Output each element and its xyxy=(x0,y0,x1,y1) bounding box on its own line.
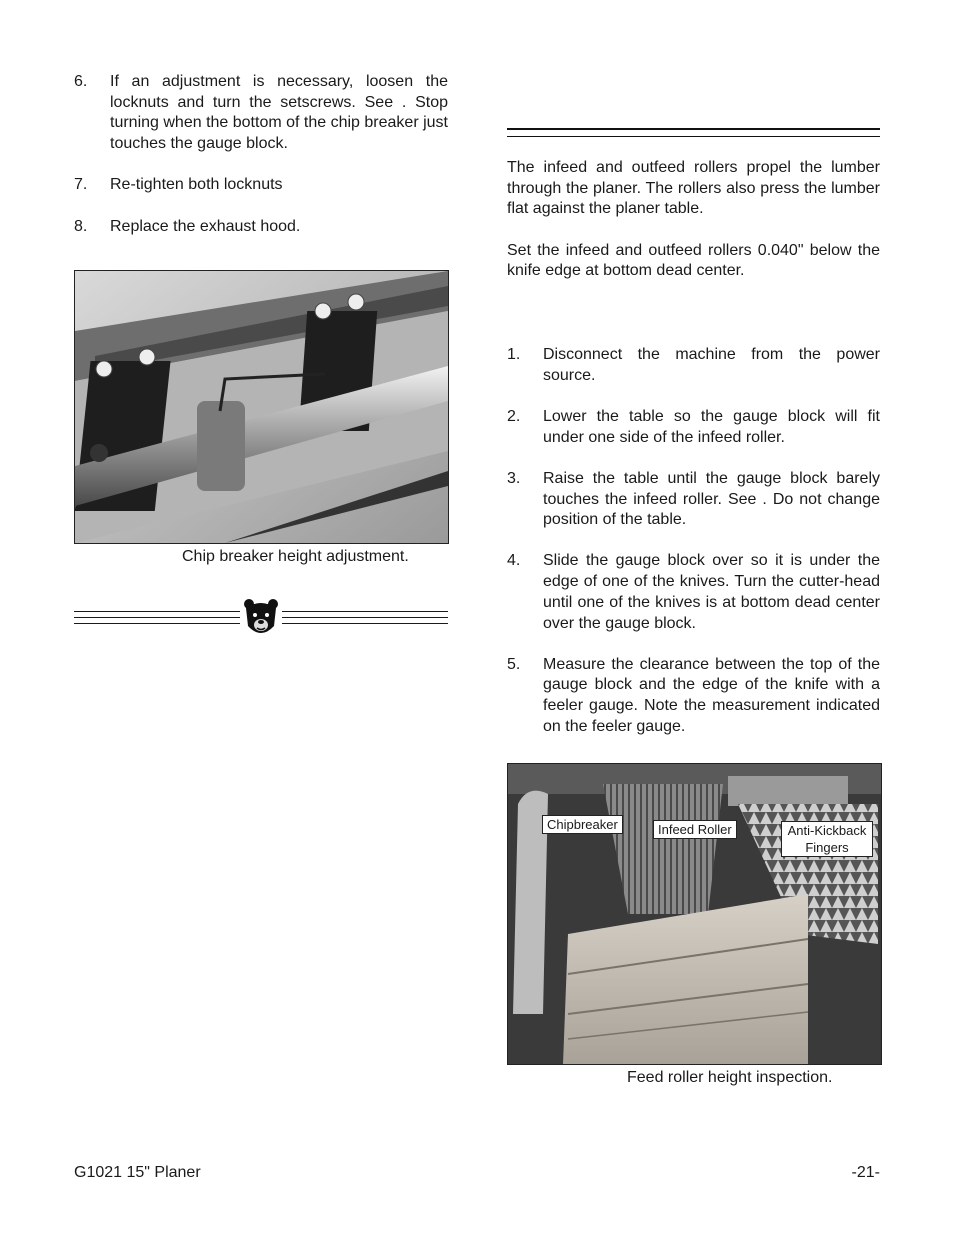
divider-line xyxy=(282,611,448,612)
feed-roller-intro xyxy=(507,158,880,303)
step-7 xyxy=(74,175,448,196)
step-text: Replace the exhaust hood. xyxy=(110,217,301,235)
divider-line xyxy=(282,623,448,624)
right-instructions xyxy=(507,345,880,758)
step-6 xyxy=(74,72,448,155)
feed-roller-caption: Feed roller height inspection. xyxy=(627,1069,833,1086)
infeed-roller-label: Infeed Roller xyxy=(653,820,737,839)
footer-page-number: -21- xyxy=(851,1164,880,1181)
step-number: 1. xyxy=(507,346,521,363)
step-5 xyxy=(507,655,880,738)
chip-breaker-illustration xyxy=(75,271,448,543)
step-3 xyxy=(507,469,880,531)
feed-roller-illustration xyxy=(508,764,881,1064)
intro-paragraph: Set the infeed and outfeed rollers 0.040" below the knife edge at bottom dead center. xyxy=(507,241,880,280)
step-number: 2. xyxy=(507,407,521,425)
section-rule xyxy=(507,136,880,137)
chip-breaker-photo xyxy=(74,270,449,544)
step-number: 7. xyxy=(74,176,88,194)
step-number: 4. xyxy=(507,552,521,570)
step-number: 6. xyxy=(74,73,88,90)
step-4 xyxy=(507,551,880,634)
divider-line xyxy=(74,611,240,612)
divider-line xyxy=(282,617,448,618)
section-rule xyxy=(507,128,880,130)
step-number: 3. xyxy=(507,469,521,487)
bear-logo-icon xyxy=(242,598,280,638)
step-2 xyxy=(507,407,880,448)
chip-breaker-caption: Chip breaker height adjustment. xyxy=(182,548,409,565)
step-text: Slide the gauge block over so it is under the edge of one of the knives. Turn the cutter-head until one of the knives is at bottom dead center over the gauge block. xyxy=(543,552,880,632)
feed-roller-photo xyxy=(507,763,882,1065)
footer-model: G1021 15" Planer xyxy=(74,1164,201,1181)
divider-line xyxy=(74,617,240,618)
intro-paragraph: The infeed and outfeed rollers propel the lumber through the planer. The rollers also press the lumber flat against the planer table. xyxy=(507,159,880,218)
step-number: 8. xyxy=(74,217,88,235)
anti-kickback-fingers-label: Anti-Kickback Fingers xyxy=(781,821,873,857)
step-text: If an adjustment is necessary, loosen the locknuts and turn the setscrews. See . Stop turning when the bottom of the chip breaker just touches the gauge block. xyxy=(110,73,448,153)
step-text: Lower the table so the gauge block will fit under one side of the infeed roller. xyxy=(543,407,880,446)
step-text: Measure the clearance between the top of the gauge block and the edge of the knife with a feeler gauge. Note the measurement indicated on the feeler gauge. xyxy=(543,655,880,735)
chipbreaker-label: Chipbreaker xyxy=(542,815,623,834)
left-instructions xyxy=(74,72,448,258)
divider-line xyxy=(74,623,240,624)
step-number: 5. xyxy=(507,655,521,673)
step-8 xyxy=(74,217,448,238)
step-text: Raise the table until the gauge block barely touches the infeed roller. See . Do not change position of the table. xyxy=(543,469,880,529)
section-divider xyxy=(74,598,448,638)
step-text: Re-tighten both locknuts xyxy=(110,176,283,194)
step-1 xyxy=(507,345,880,386)
step-text: Disconnect the machine from the power source. xyxy=(543,346,880,384)
